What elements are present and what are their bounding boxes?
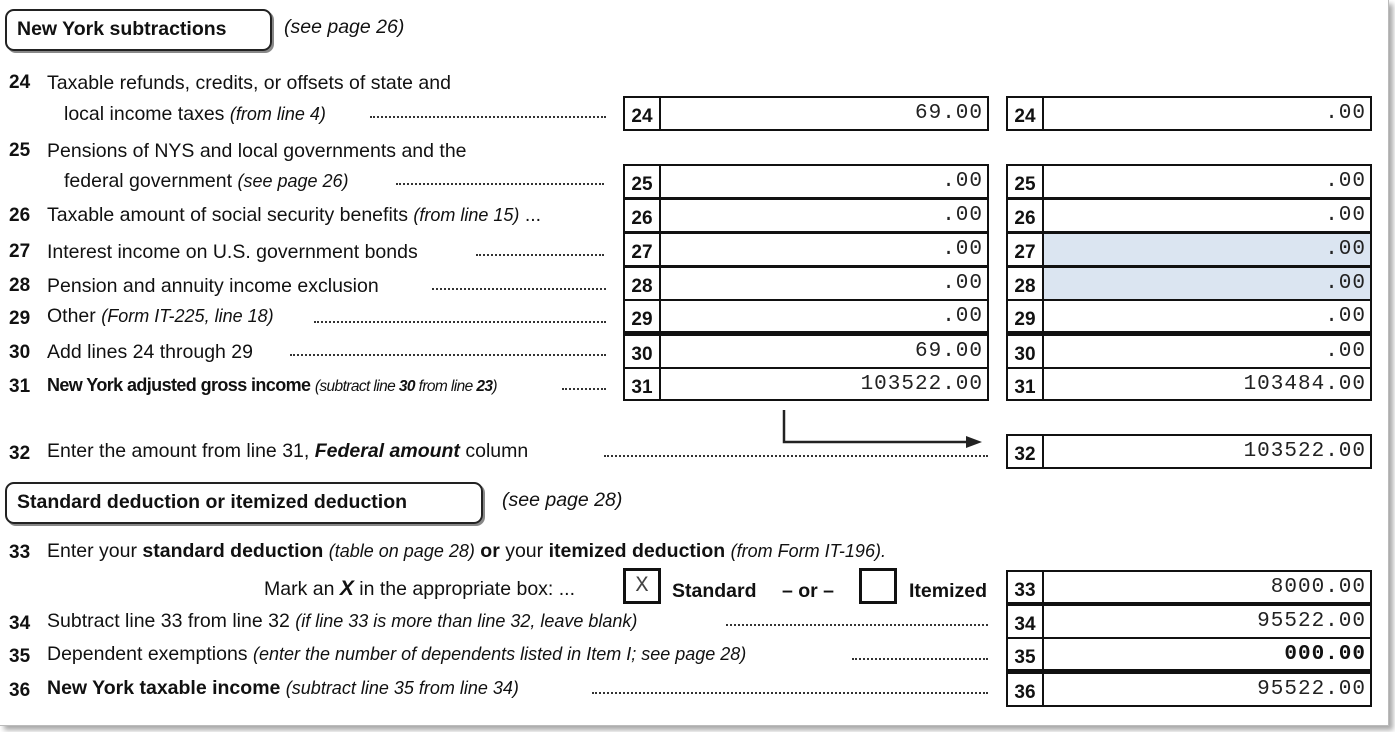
line-30-text: Add lines 24 through 29 xyxy=(47,341,253,363)
itemized-checkbox[interactable] xyxy=(859,568,897,604)
leader-dots xyxy=(370,113,606,118)
line-27-text: Interest income on U.S. government bonds xyxy=(47,241,418,263)
leader-dots xyxy=(314,318,606,323)
line-33-text: Enter your standard deduction (table on page 28) or your itemized deduction (from Form IT-196). xyxy=(47,540,886,562)
leader-dots xyxy=(290,351,606,356)
line-25-text: Pensions of NYS and local governments and the xyxy=(47,140,467,162)
field-value: .00 xyxy=(1325,102,1366,125)
line-number: 26 xyxy=(9,205,31,226)
arrow-icon xyxy=(780,408,990,454)
line-24-federal-field[interactable]: 24 69.00 xyxy=(623,96,989,131)
field-value: .00 xyxy=(942,272,983,295)
line-24-text-cont: local income taxes (from line 4) xyxy=(64,103,326,125)
leader-dots xyxy=(476,251,604,256)
line-29-text: Other (Form IT-225, line 18) xyxy=(47,305,274,327)
leader-dots xyxy=(562,385,606,390)
field-value: 103522.00 xyxy=(1243,440,1366,463)
line-number: 35 xyxy=(9,646,31,667)
field-value: 000.00 xyxy=(1284,643,1366,666)
leader-dots xyxy=(396,180,604,185)
line-number: 24 xyxy=(9,72,31,93)
field-value: 95522.00 xyxy=(1257,610,1366,633)
line-35-text: Dependent exemptions (enter the number of dependents listed in Item I; see page 28) xyxy=(47,643,747,665)
line-number: 32 xyxy=(9,443,31,464)
line-36-field[interactable]: 36 95522.00 xyxy=(1006,672,1372,707)
line-34-text: Subtract line 33 from line 32 (if line 33 is more than line 32, leave blank) xyxy=(47,610,638,632)
section-note: (see page 26) xyxy=(284,16,405,38)
field-value: .00 xyxy=(942,170,983,193)
section-header-deduction xyxy=(5,482,483,524)
field-value: 69.00 xyxy=(914,340,983,363)
line-25-text-cont: federal government (see page 26) xyxy=(64,170,349,192)
section-title: Standard deduction or itemized deduction xyxy=(17,491,408,513)
line-30-federal-field[interactable]: 30 69.00 xyxy=(623,334,989,369)
line-28-text: Pension and annuity income exclusion xyxy=(47,275,379,297)
line-35-field[interactable]: 35 000.00 xyxy=(1006,637,1372,672)
field-value: 8000.00 xyxy=(1270,576,1366,599)
field-value: .00 xyxy=(1044,234,1370,265)
field-value: .00 xyxy=(942,204,983,227)
section-title: New York subtractions xyxy=(17,18,227,40)
section-note: (see page 28) xyxy=(502,489,623,511)
line-29-ny-field[interactable]: 29 .00 xyxy=(1006,299,1372,334)
standard-checkbox[interactable]: X xyxy=(623,568,661,604)
field-value: .00 xyxy=(1325,204,1366,227)
line-27-federal-field[interactable]: 27 .00 xyxy=(623,232,989,267)
line-29-federal-field[interactable]: 29 .00 xyxy=(623,299,989,334)
line-27-ny-field[interactable]: 27 .00 xyxy=(1006,232,1372,267)
field-value: 95522.00 xyxy=(1257,678,1366,701)
leader-dots xyxy=(432,285,606,290)
line-number: 33 xyxy=(9,542,31,563)
line-31-federal-field[interactable]: 31 103522.00 xyxy=(623,367,989,401)
line-number: 36 xyxy=(9,680,31,701)
field-value: .00 xyxy=(1044,268,1370,299)
field-value: .00 xyxy=(942,238,983,261)
line-31-text: New York adjusted gross income (subtract line 30 from line 23) xyxy=(47,375,497,395)
standard-label: Standard xyxy=(672,580,757,602)
mark-instruction: Mark an X in the appropriate box: ... xyxy=(264,577,576,600)
leader-dots xyxy=(604,452,988,457)
line-28-ny-field[interactable]: 28 .00 xyxy=(1006,266,1372,301)
line-25-ny-field[interactable]: 25 .00 xyxy=(1006,164,1372,199)
line-number: 34 xyxy=(9,613,31,634)
line-number: 25 xyxy=(9,140,31,161)
field-value: 103522.00 xyxy=(860,373,983,396)
line-26-text: Taxable amount of social security benefits (from line 15) ... xyxy=(47,204,542,226)
line-number: 28 xyxy=(9,275,31,296)
line-32-field[interactable]: 32 103522.00 xyxy=(1006,434,1372,469)
line-24-ny-field[interactable]: 24 .00 xyxy=(1006,96,1372,131)
or-label: – or – xyxy=(782,580,835,602)
line-30-ny-field[interactable]: 30 .00 xyxy=(1006,334,1372,369)
leader-dots xyxy=(592,689,988,694)
field-value: 69.00 xyxy=(914,102,983,125)
line-24-text: Taxable refunds, credits, or offsets of state and xyxy=(47,72,451,94)
line-number: 29 xyxy=(9,308,31,329)
line-number: 27 xyxy=(9,241,31,262)
line-number: 30 xyxy=(9,342,31,363)
field-value: .00 xyxy=(1325,170,1366,193)
line-34-field[interactable]: 34 95522.00 xyxy=(1006,604,1372,639)
line-33-field[interactable]: 33 8000.00 xyxy=(1006,570,1372,605)
leader-dots xyxy=(852,655,988,660)
field-value: .00 xyxy=(942,305,983,328)
field-value: .00 xyxy=(1325,305,1366,328)
section-header-subtractions xyxy=(5,9,272,51)
line-32-text: Enter the amount from line 31, Federal amount column xyxy=(47,440,529,462)
line-36-text: New York taxable income (subtract line 35 from line 34) xyxy=(47,677,519,699)
line-26-federal-field[interactable]: 26 .00 xyxy=(623,198,989,233)
line-31-ny-field[interactable]: 31 103484.00 xyxy=(1006,367,1372,401)
field-value: .00 xyxy=(1325,340,1366,363)
field-value: 103484.00 xyxy=(1243,373,1366,396)
itemized-label: Itemized xyxy=(909,580,988,602)
line-number: 31 xyxy=(9,376,31,397)
line-25-federal-field[interactable]: 25 .00 xyxy=(623,164,989,199)
leader-dots xyxy=(726,621,988,626)
line-26-ny-field[interactable]: 26 .00 xyxy=(1006,198,1372,233)
line-28-federal-field[interactable]: 28 .00 xyxy=(623,266,989,301)
